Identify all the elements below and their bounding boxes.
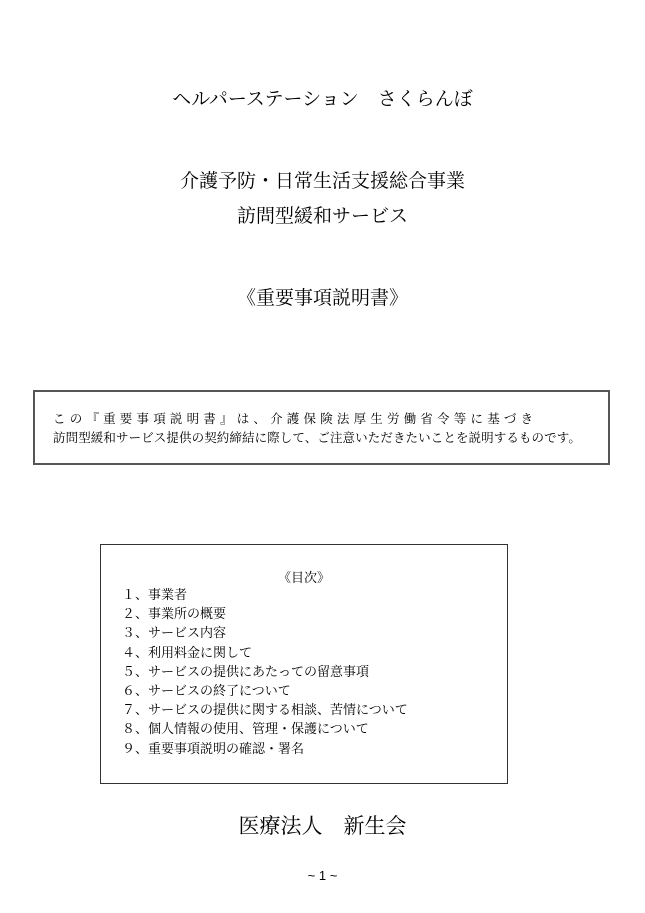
toc-item: ２、事業所の概要 (122, 607, 227, 623)
toc-title: 《目次》 (277, 571, 330, 586)
toc-item: ８、個人情報の使用、管理・保護について (122, 722, 369, 738)
notice-line-2: 訪問型緩和サービス提供の契約締結に際して、ご注意いただきたいことを説明するものです。 (53, 430, 581, 445)
page-number: ~ 1 ~ (307, 868, 338, 883)
toc-item: ５、サービスの提供にあたっての留意事項 (122, 664, 370, 680)
toc-list (122, 586, 408, 759)
organization-name: ヘルパーステーション さくらんぼ (172, 88, 473, 110)
title-line-1: 介護予防・日常生活支援総合事業 (179, 170, 465, 192)
table-of-contents (100, 544, 508, 784)
toc-item: ４、利用料金に関して (122, 645, 253, 661)
toc-item: １、事業者 (122, 588, 188, 603)
toc-item: ７、サービスの提供に関する相談、苦情について (122, 703, 408, 719)
toc-item: ３、サービス内容 (122, 626, 227, 642)
document-title: 《重要事項説明書》 (236, 287, 408, 309)
notice-line-1: この『重要事項説明書』は、介護保険法厚生労働省令等に基づき (53, 411, 538, 426)
notice-box (33, 390, 610, 465)
toc-item: ９、重要事項説明の確認・署名 (122, 741, 305, 757)
corporation-name: 医療法人 新生会 (238, 814, 407, 838)
toc-item: ６、サービスの終了について (122, 684, 291, 700)
title-line-2: 訪問型緩和サービス (236, 205, 408, 227)
